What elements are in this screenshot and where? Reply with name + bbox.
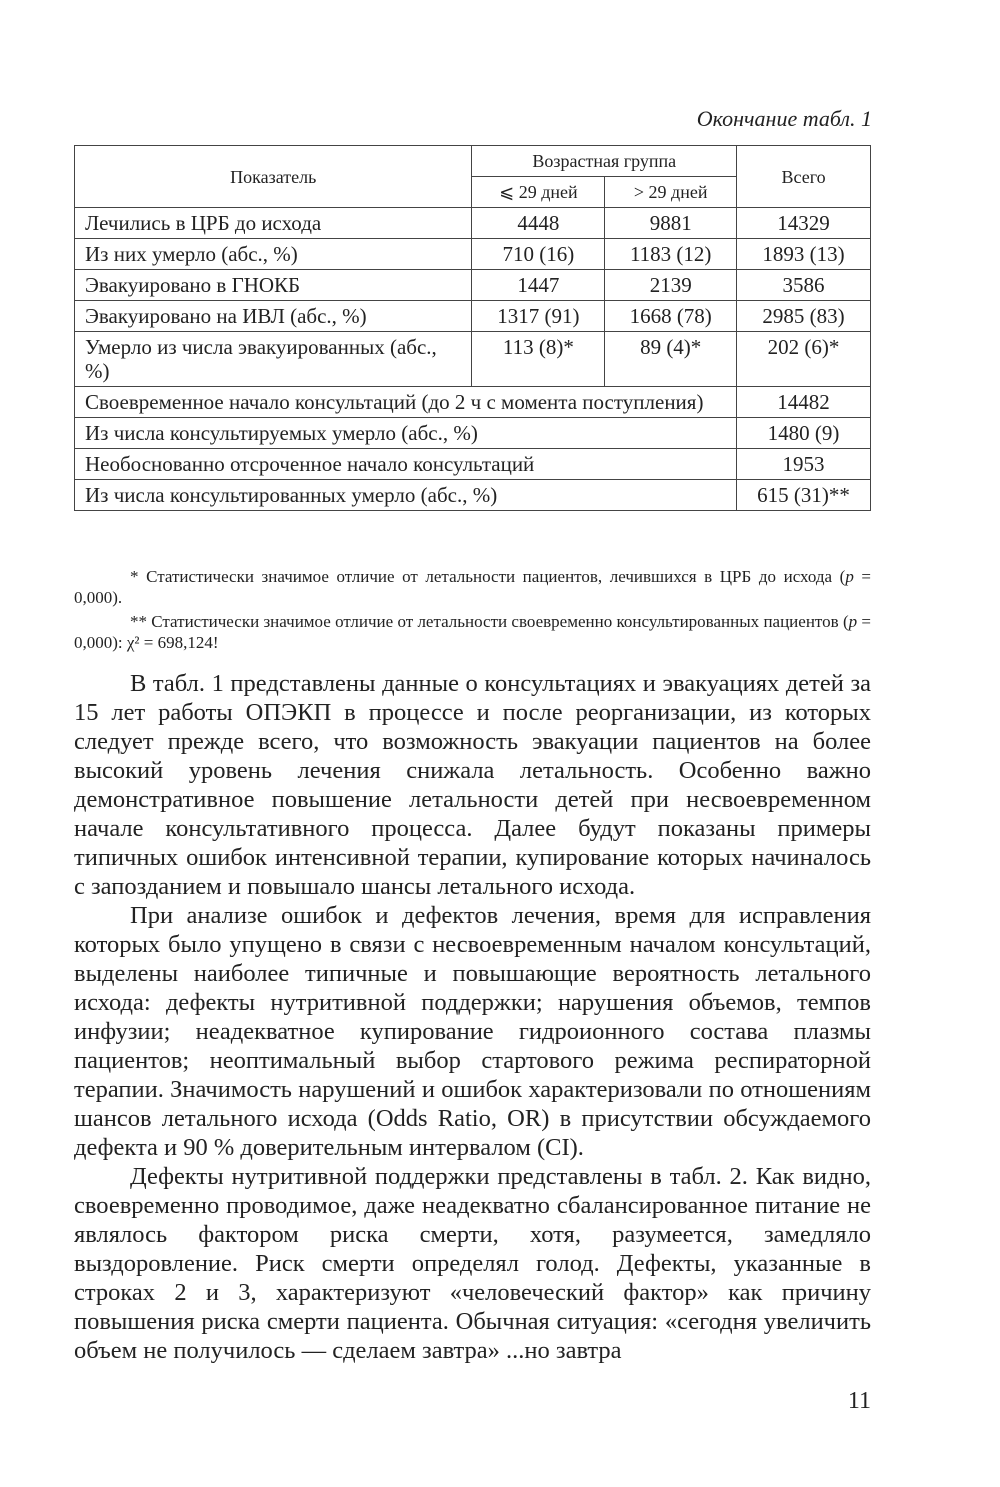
table-row-merged	[75, 418, 871, 449]
header-indicator: Показатель	[75, 146, 472, 208]
cell-age-le29: 4448	[472, 208, 605, 239]
row-label: Из числа консультированных умерло (абс., %)	[75, 480, 737, 511]
row-label: Необоснованно отсроченное начало консультаций	[75, 449, 737, 480]
table-caption: Окончание табл. 1	[696, 106, 872, 131]
row-label: Лечились в ЦРБ до исхода	[75, 208, 472, 239]
cell-total: 14482	[737, 387, 871, 418]
cell-age-le29: 710 (16)	[472, 239, 605, 270]
header-age-group: Возрастная группа	[472, 146, 737, 177]
cell-age-le29: 1317 (91)	[472, 301, 605, 332]
paragraph: Дефекты нутритивной поддержки представлены в табл. 2. Как видно, своевременно проводимое, даже неадекватно сбалансированное питание не являлось фактором риска смерти, хотя, разумеется, замедляло выздоровление. Риск смерти определял голод. Дефекты, указанные в строках 2 и 3, характеризуют «человеческий фактор» как причину повышения риска смерти пациента. Обычная ситуация: «сегодня увеличить объем не получилось — сделаем завтра» ...но завтра	[74, 1163, 871, 1364]
row-label: Из них умерло (абс., %)	[75, 239, 472, 270]
cell-total: 202 (6)*	[737, 332, 871, 387]
row-label: Из числа консультируемых умерло (абс., %)	[75, 418, 737, 449]
cell-total: 1893 (13)	[737, 239, 871, 270]
footnote-2-text: ** Статистически значимое отличие от летальности своевременно консультированных пациентов (	[130, 612, 849, 631]
header-age-gt29: > 29 дней	[605, 177, 737, 208]
footnote-2	[74, 611, 871, 653]
row-label: Эвакуировано в ГНОКБ	[75, 270, 472, 301]
table-row-merged	[75, 449, 871, 480]
footnote-2-end: = 0,000): χ² = 698,124!	[74, 612, 872, 652]
paragraph: В табл. 1 представлены данные о консультациях и эвакуациях детей за 15 лет работы ОПЭКП в процессе и после реорганизации, из которых следует прежде всего, что возможность эвакуации пациентов на более высокий уровень лечения снижала летальность. Особенно важно демонстративное повышение летальности детей при несвоевременном начале консультативного процесса. Далее будут показаны примеры типичных ошибок интенсивной терапии, купирование которых начиналось с запозданием и повышало шансы летального исхода.	[74, 670, 871, 900]
cell-total: 3586	[737, 270, 871, 301]
cell-total: 1953	[737, 449, 871, 480]
header-age-le29: ⩽ 29 дней	[472, 177, 605, 208]
body-text	[74, 669, 871, 1365]
data-table	[74, 145, 871, 511]
cell-age-le29: 113 (8)*	[472, 332, 605, 387]
table-row	[75, 208, 871, 239]
table-header-row	[75, 146, 871, 177]
footnote-1	[74, 566, 871, 608]
cell-age-gt29: 1183 (12)	[605, 239, 737, 270]
cell-total: 2985 (83)	[737, 301, 871, 332]
table-row	[75, 301, 871, 332]
row-label: Эвакуировано на ИВЛ (абс., %)	[75, 301, 472, 332]
table-row-merged	[75, 387, 871, 418]
table-row	[75, 270, 871, 301]
cell-total: 14329	[737, 208, 871, 239]
paragraph: При анализе ошибок и дефектов лечения, время для исправления которых было упущено в связи с несвоевременным началом консультаций, выделены наиболее типичные и повышающие вероятность летального исхода: дефекты нутритивной поддержки; нарушения объемов, темпов инфузии; неадекватное купирование гидроионного состава плазмы пациентов; неоптимальный выбор стартового режима респираторной терапии. Значимость нарушений и ошибок характеризовали по отношениям шансов летального исхода (Odds Ratio, OR) в присутствии обсуждаемого дефекта и 90 % доверительным интервалом (CI).	[74, 902, 871, 1161]
cell-total: 615 (31)**	[737, 480, 871, 511]
cell-age-gt29: 1668 (78)	[605, 301, 737, 332]
footnote-1-p: p	[845, 567, 854, 586]
cell-total: 1480 (9)	[737, 418, 871, 449]
page-number: 11	[847, 1388, 871, 1414]
cell-age-le29: 1447	[472, 270, 605, 301]
footnote-1-end: = 0,000).	[74, 567, 872, 607]
cell-age-gt29: 9881	[605, 208, 737, 239]
row-label: Умерло из числа эвакуированных (абс., %)	[75, 332, 472, 387]
table-row-merged	[75, 480, 871, 511]
row-label: Своевременное начало консультаций (до 2 ч с момента поступления)	[75, 387, 737, 418]
cell-age-gt29: 2139	[605, 270, 737, 301]
header-total: Всего	[737, 146, 871, 208]
table-row	[75, 332, 871, 387]
cell-age-gt29: 89 (4)*	[605, 332, 737, 387]
footnote-1-text: * Статистически значимое отличие от летальности пациентов, лечившихся в ЦРБ до исхода (	[130, 567, 846, 586]
footnote-2-p: p	[848, 612, 858, 631]
table-row	[75, 239, 871, 270]
